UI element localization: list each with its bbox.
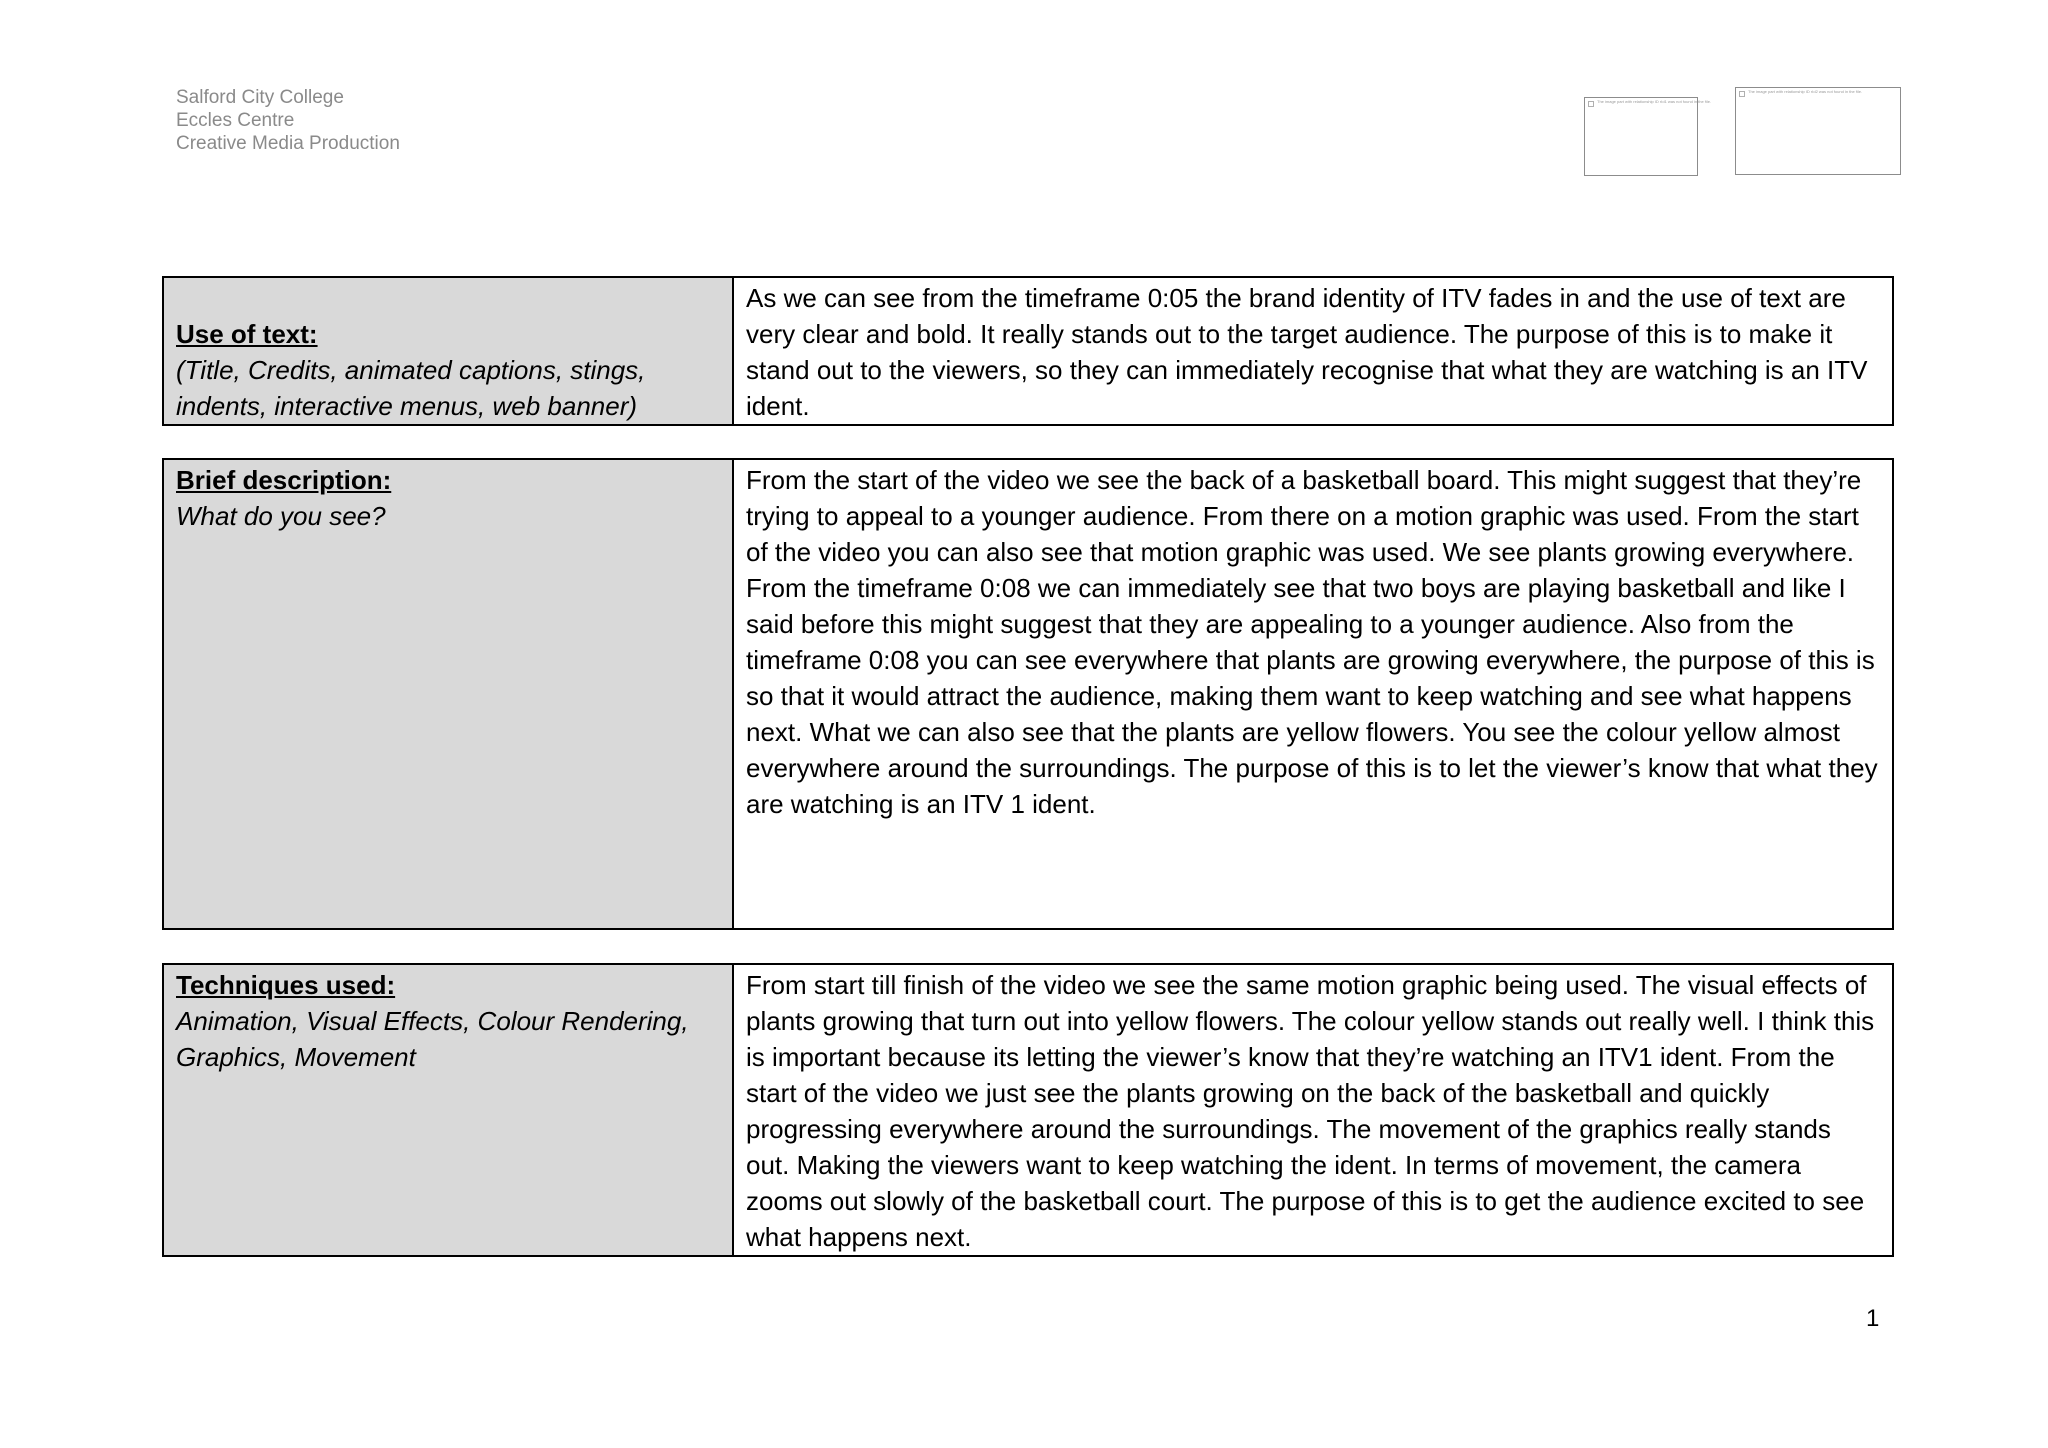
content-cell: From start till finish of the video we see the same motion graphic being used. The visual effects of plants growing that turn out into yellow flowers. The colour yellow stands out really well. I think this is important because its letting the viewer’s know that they’re watching an ITV1 ident. From the start of the video we just see the plants growing on the back of the basketball and quickly progressing everywhere around the surroundings. The movement of the graphics really stands out. Making the viewers want to keep watching the ident. In terms of movement, the camera zooms out slowly of the basketball court. The purpose of this is to get the audience excited to see what happens next. (733, 964, 1893, 1256)
section-subheading: (Title, Credits, animated captions, stings, indents, interactive menus, web banner) (176, 355, 646, 421)
table-row (163, 459, 1893, 929)
brief-description-table (162, 458, 1894, 930)
section-heading: Brief description: (176, 465, 392, 495)
college-name: Salford City College (176, 87, 344, 108)
techniques-used-table (162, 963, 1894, 1257)
logo-placeholder-2 (1735, 87, 1901, 175)
logo-placeholder-text: The image part with relationship ID rId2 was not found in the file. (1748, 89, 1863, 94)
section-subheading: Animation, Visual Effects, Colour Rendering, Graphics, Movement (176, 1006, 689, 1072)
content-cell: As we can see from the timeframe 0:05 the brand identity of ITV fades in and the use of text are very clear and bold. It really stands out to the target audience. The purpose of this is to make it stand out to the viewers, so they can immediately recognise that what they are watching is an ITV ident. (733, 277, 1893, 425)
content-cell: From the start of the video we see the back of a basketball board. This might suggest that they’re trying to appeal to a younger audience. From there on a motion graphic was used. From the start of the video you can also see that motion graphic was used. We see plants growing everywhere. From the timeframe 0:08 we can immediately see that two boys are playing basketball and like I said before this might suggest that they are appealing to a younger audience. Also from the timeframe 0:08 you can see everywhere that plants are growing everywhere, the purpose of this is so that it would attract the audience, making them want to keep watching and see what happens next. What we can also see that the plants are yellow flowers. You see the colour yellow almost everywhere around the surroundings. The purpose of this is to let the viewer’s know that what they are watching is an ITV 1 ident. (733, 459, 1893, 929)
table-row (163, 277, 1893, 425)
section-heading: Techniques used: (176, 970, 396, 1000)
table-row (163, 964, 1893, 1256)
college-header (176, 86, 400, 155)
section-subheading: What do you see? (176, 501, 386, 531)
department-name: Creative Media Production (176, 133, 400, 154)
page-number: 1 (1866, 1305, 1880, 1332)
broken-image-icon (1588, 101, 1594, 107)
logo-placeholder-text: The image part with relationship ID rId1 was not found in the file. (1597, 99, 1712, 104)
label-cell (163, 277, 733, 425)
broken-image-icon (1739, 91, 1745, 97)
section-heading: Use of text: (176, 319, 318, 349)
logo-placeholder-1 (1584, 97, 1712, 176)
label-cell (163, 459, 733, 929)
centre-name: Eccles Centre (176, 110, 295, 131)
label-cell (163, 964, 733, 1256)
use-of-text-table (162, 276, 1894, 426)
